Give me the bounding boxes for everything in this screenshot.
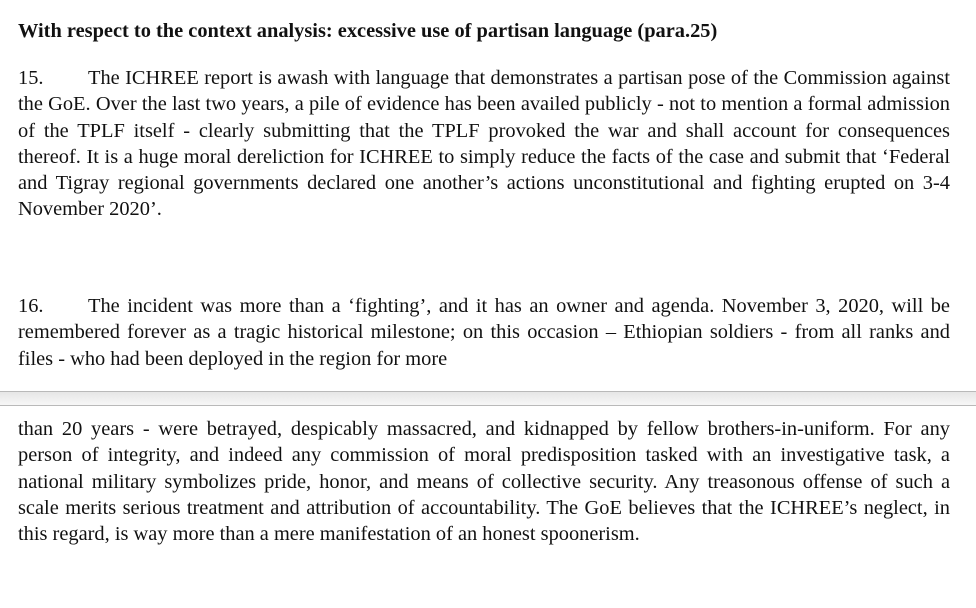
page-break-divider [0,391,976,406]
paragraph-text: The ICHREE report is awash with language that demonstrates a partisan pose of the Commission against the GoE. Over the last two years, a pile of evidence has been availed publicly - not to mention a formal admission of the TPLF itself - clearly submitting that the TPLF provoked the war and shall account for consequences thereof. It is a huge moral dereliction for ICHREE to simply reduce the facts of the case and submit that ‘Federal and Tigray regional governments declared one another’s actions unconstitutional and fighting erupted on 3-4 November 2020’. [18,67,950,221]
paragraph-15 [18,65,950,223]
paragraph-16-start [18,293,950,372]
paragraph-text: The incident was more than a ‘fighting’, and it has an owner and agenda. November 3, 2020, will be remembered forever as a tragic historical milestone; on this occasion – Ethiopian soldiers - from all ranks and files - who had been deployed in the region for more [18,295,950,370]
paragraph-16-continued [18,416,950,547]
paragraph-number: 15. [18,67,44,89]
section-heading: With respect to the context analysis: excessive use of partisan language (para.25) [18,20,718,42]
paragraph-number: 16. [18,295,44,317]
paragraph-text: than 20 years - were betrayed, despicably massacred, and kidnapped by fellow brothers-in-uniform. For any person of integrity, and indeed any commission of moral predisposition tasked with an investigative task, a national military symbolizes pride, honor, and means of collective security. Any treasonous offense of such a scale merits serious treatment and attribution of accountability. The GoE believes that the ICHREE’s neglect, in this regard, is way more than a mere manifestation of an honest spoonerism. [18,418,950,546]
